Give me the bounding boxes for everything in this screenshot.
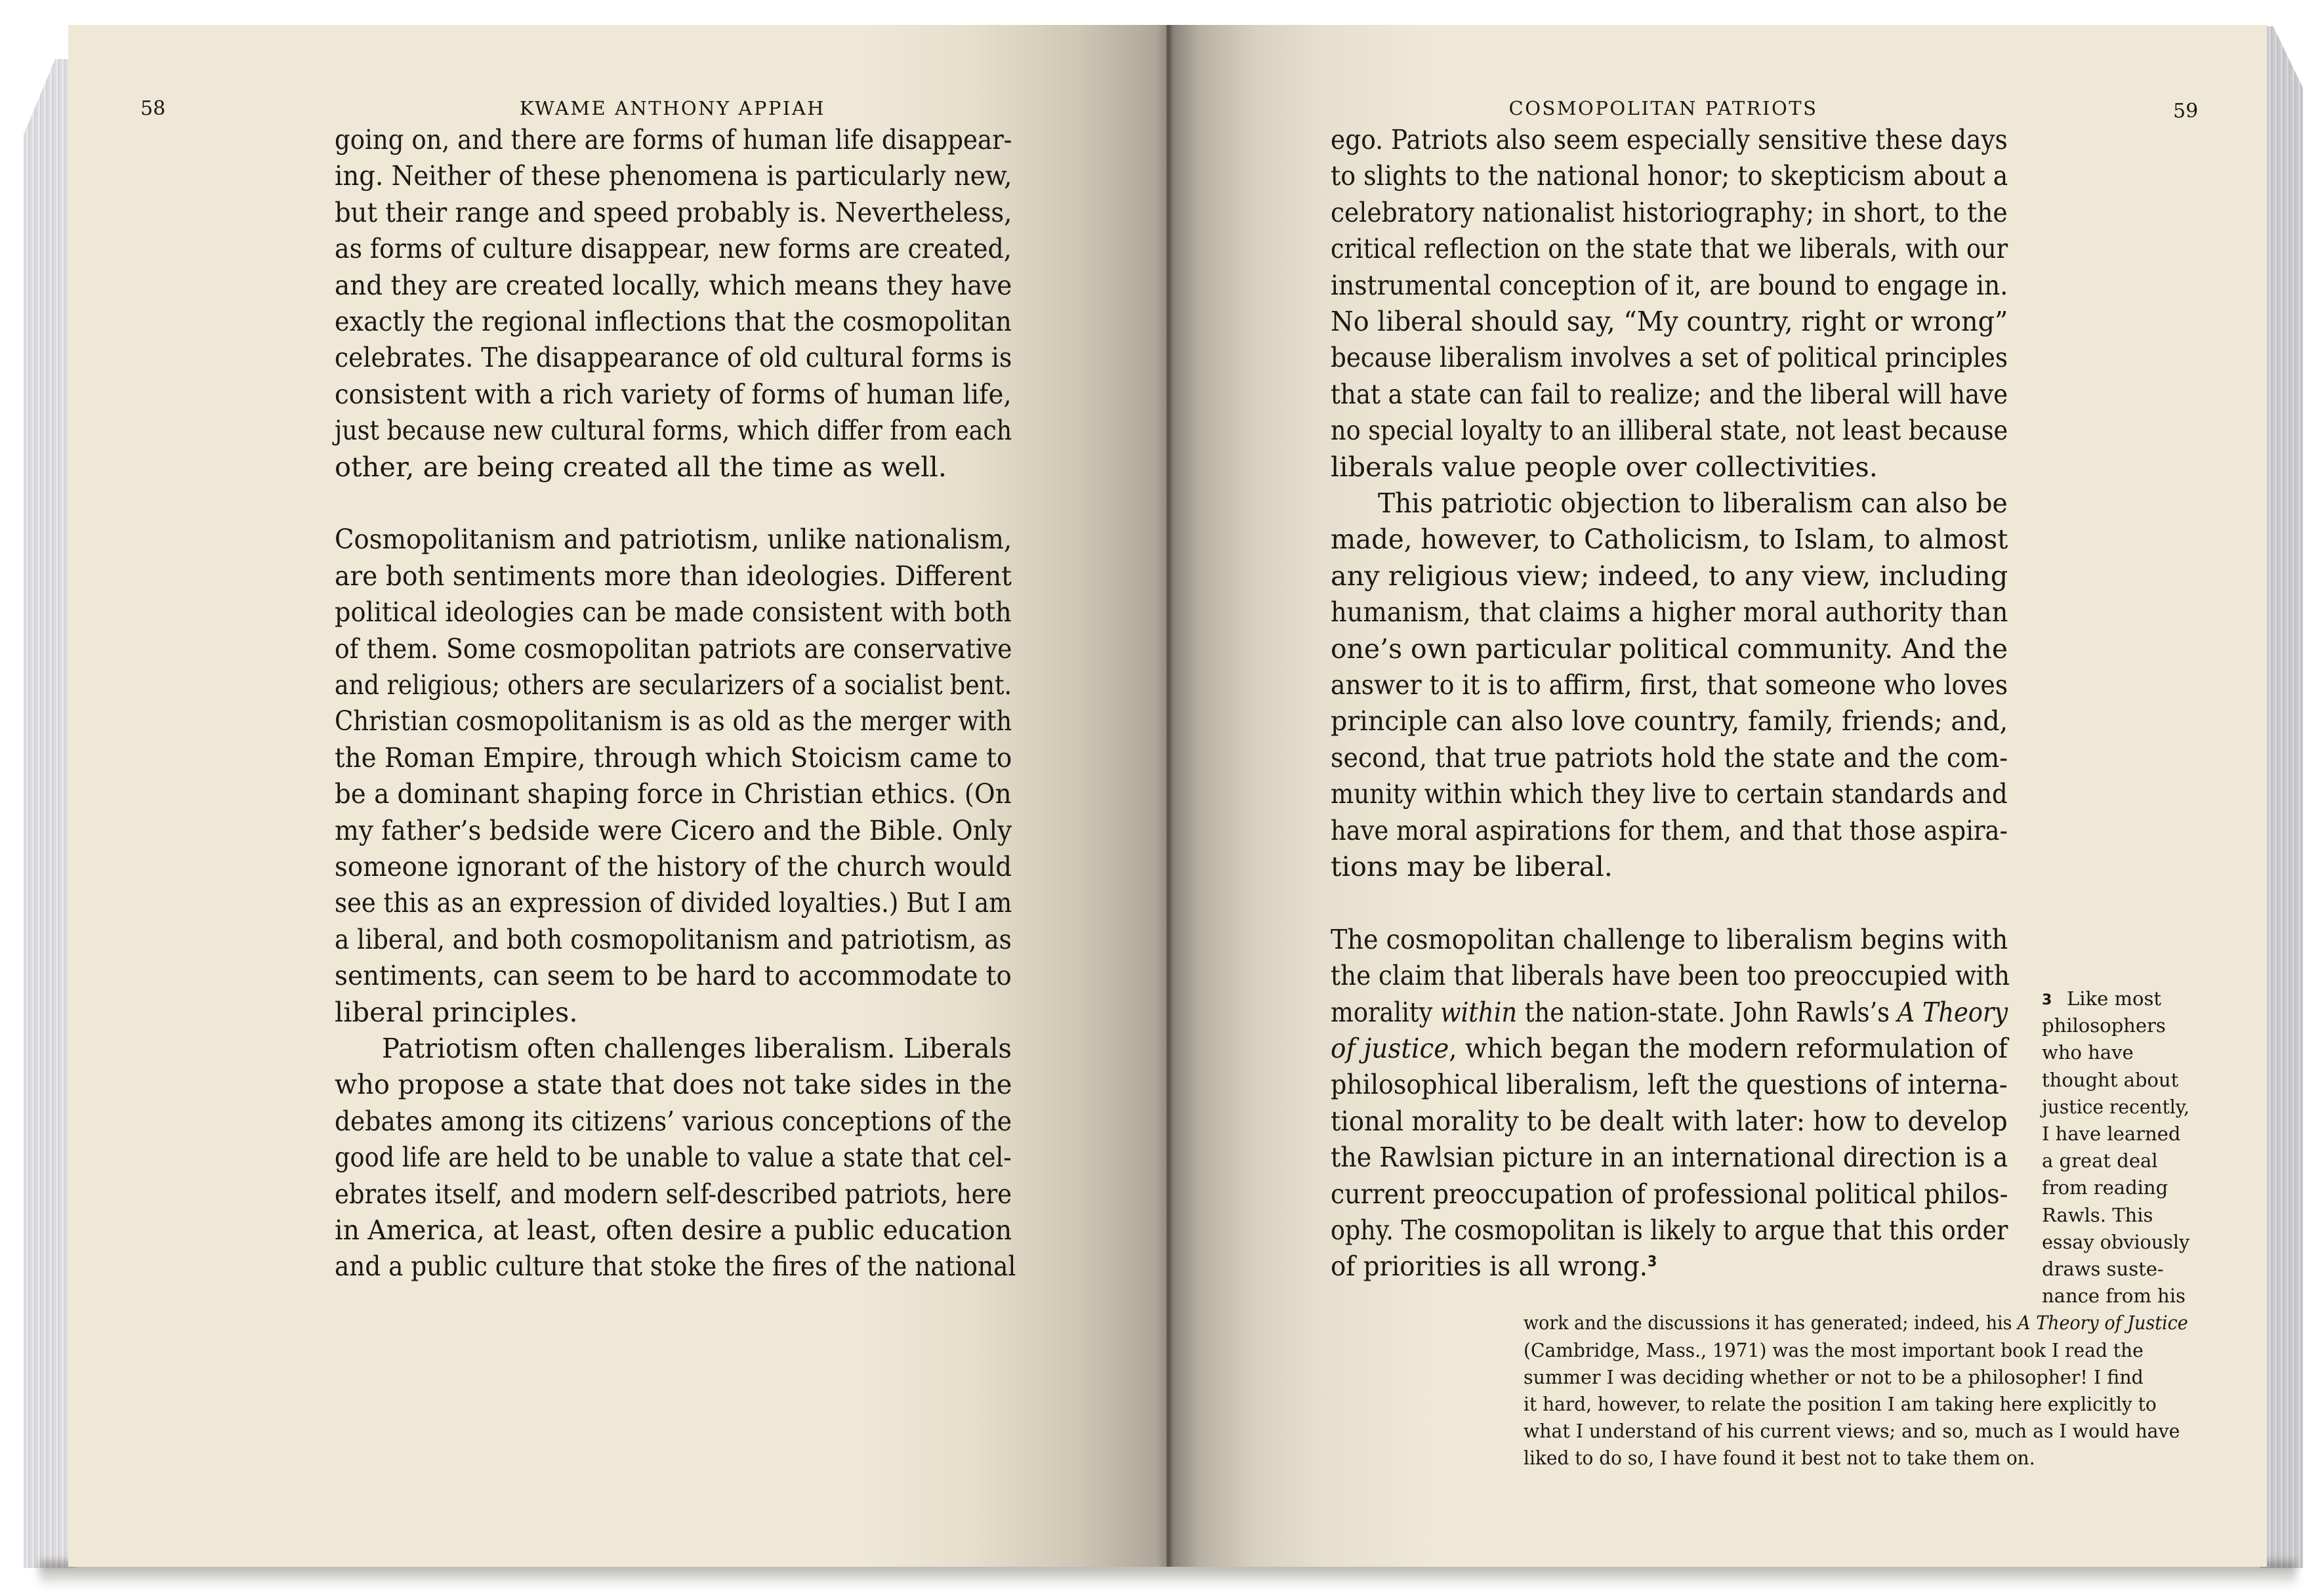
- footnote-line: I have learned: [2042, 1123, 2181, 1145]
- book-gutter: [1167, 25, 1169, 1567]
- page-number-right: 59: [2173, 100, 2199, 123]
- body-line: answer to it is to affirm, first, that someone who loves: [1331, 669, 2008, 701]
- body-line: to slights to the national honor; to skepticism about a: [1331, 159, 2008, 192]
- body-line: because liberalism involves a set of political principles: [1331, 341, 2008, 374]
- footnote-line: from reading: [2042, 1176, 2168, 1199]
- running-head-left: KWAME ANTHONY APPIAH: [519, 97, 826, 119]
- body-line: principle can also love country, family, friends; and,: [1331, 705, 2008, 737]
- body-line: debates among its citizens’ various conceptions of the: [335, 1104, 1012, 1137]
- footnote-line: work and the discussions it has generated; indeed, his A Theory of Justice: [1524, 1312, 2188, 1334]
- body-line: ing. Neither of these phenomena is particularly new,: [335, 159, 1012, 192]
- body-line: political ideologies can be made consistent with both: [335, 596, 1012, 629]
- body-line: critical reflection on the state that we liberals, with our: [1331, 232, 2008, 265]
- body-line: consistent with a rich variety of forms of human life,: [335, 377, 1012, 410]
- body-line: someone ignorant of the history of the church would: [335, 850, 1012, 882]
- body-line: of them. Some cosmopolitan patriots are conservative: [335, 632, 1012, 665]
- running-head-right: COSMOPOLITAN PATRIOTS: [1508, 97, 1818, 119]
- footnote-line: (Cambridge, Mass., 1971) was the most important book I read the: [1524, 1338, 2144, 1361]
- body-line: Christian cosmopolitanism is as old as the merger with: [335, 705, 1012, 737]
- body-line: munity within which they live to certain standards and: [1331, 777, 2008, 810]
- footnote-line: thought about: [2042, 1068, 2179, 1091]
- body-line: exactly the regional inflections that the cosmopolitan: [335, 305, 1012, 337]
- body-line: ophy. The cosmopolitan is likely to argue that this order: [1331, 1214, 2008, 1246]
- footnote-line: nance from his: [2042, 1285, 2186, 1308]
- body-line: are both sentiments more than ideologies. Different: [335, 559, 1012, 592]
- footnote-line: essay obviously: [2042, 1230, 2190, 1253]
- body-line: see this as an expression of divided loyalties.) But I am: [335, 886, 1012, 919]
- body-line: one’s own particular political community. And the: [1331, 632, 2008, 665]
- footnote-line: justice recently,: [2042, 1095, 2189, 1118]
- footnote-line: draws suste-: [2042, 1258, 2164, 1280]
- body-line: humanism, that claims a higher moral authority than: [1331, 596, 2008, 629]
- body-line: celebratory nationalist historiography; in short, to the: [1331, 196, 2008, 228]
- body-line: Patriotism often challenges liberalism. Liberals: [382, 1032, 1012, 1064]
- body-line: my father’s bedside were Cicero and the Bible. Only: [335, 814, 1012, 846]
- body-line: No liberal should say, “My country, right or wrong”: [1331, 305, 2008, 337]
- body-line: as forms of culture disappear, new forms are created,: [335, 232, 1012, 265]
- body-line: and a public culture that stoke the fires of the national: [335, 1250, 1016, 1283]
- body-line: in America, at least, often desire a public education: [335, 1214, 1012, 1246]
- body-line: philosophical liberalism, left the questions of interna-: [1331, 1068, 2008, 1101]
- body-line: of justice, which began the modern reformulation of: [1331, 1032, 2008, 1064]
- body-line: and religious; others are secularizers of a socialist bent.: [335, 669, 1012, 701]
- body-line: tional morality to be dealt with later: how to develop: [1331, 1104, 2008, 1137]
- body-line: celebrates. The disappearance of old cultural forms is: [335, 341, 1012, 374]
- body-line: tions may be liberal.: [1331, 850, 1613, 882]
- body-line: sentiments, can seem to be hard to accommodate to: [335, 959, 1012, 992]
- page-number-left: 58: [140, 97, 166, 120]
- body-line: but their range and speed probably is. Nevertheless,: [335, 196, 1012, 228]
- body-line: have moral aspirations for them, and that those aspira-: [1331, 814, 2008, 846]
- body-line: This patriotic objection to liberalism can also be: [1378, 487, 2008, 519]
- body-line: and they are created locally, which means they have: [335, 268, 1012, 301]
- footnote-reference[interactable]: 3: [1648, 1254, 1657, 1271]
- body-line: that a state can fail to realize; and the liberal will have: [1331, 377, 2008, 410]
- body-line: be a dominant shaping force in Christian ethics. (On: [335, 777, 1012, 810]
- body-line: ego. Patriots also seem especially sensitive these days: [1331, 123, 2008, 155]
- footnote-line: a great deal: [2042, 1149, 2158, 1172]
- body-line: the Roman Empire, through which Stoicism came to: [335, 741, 1012, 774]
- body-line: just because new cultural forms, which differ from each: [335, 414, 1012, 447]
- body-line: going on, and there are forms of human life disappear-: [335, 123, 1012, 155]
- body-line: the Rawlsian picture in an international direction is a: [1331, 1141, 2008, 1174]
- body-line: the claim that liberals have been too preoccupied with: [1331, 959, 2010, 992]
- body-line: current preoccupation of professional political philos-: [1331, 1177, 2008, 1210]
- footnote-line: what I understand of his current views; and so, much as I would have: [1524, 1420, 2180, 1443]
- footnote-line: liked to do so, I have found it best not to take them on.: [1524, 1447, 2035, 1470]
- body-line: morality within the nation-state. John Rawls’s A Theory: [1331, 995, 2008, 1028]
- body-line: any religious view; indeed, to any view, including: [1331, 559, 2008, 592]
- body-line: ebrates itself, and modern self-described patriots, here: [335, 1177, 1012, 1210]
- body-line: made, however, to Catholicism, to Islam, to almost: [1331, 523, 2008, 556]
- body-line-last: of priorities is all wrong.$^3$: [1331, 1250, 1657, 1283]
- footnote-line: who have: [2042, 1041, 2134, 1064]
- footnote-line: Like most: [2067, 987, 2161, 1010]
- body-line: The cosmopolitan challenge to liberalism begins with: [1331, 922, 2008, 955]
- body-line: liberals value people over collectivities.: [1331, 450, 1878, 483]
- footnote-line: Rawls. This: [2042, 1203, 2153, 1226]
- footnote-line: philosophers: [2042, 1014, 2166, 1037]
- body-line: no special loyalty to an illiberal state, not least because: [1331, 414, 2008, 447]
- body-line: who propose a state that does not take sides in the: [335, 1068, 1012, 1101]
- body-line: other, are being created all the time as well.: [335, 450, 947, 483]
- body-line: a liberal, and both cosmopolitanism and patriotism, as: [335, 922, 1012, 955]
- footnote-number: 3: [2042, 992, 2052, 1008]
- body-line: instrumental conception of it, are bound to engage in.: [1331, 268, 2008, 301]
- body-line: good life are held to be unable to value a state that cel-: [335, 1141, 1012, 1174]
- footnote-line: summer I was deciding whether or not to be a philosopher! I find: [1524, 1365, 2144, 1388]
- body-line: liberal principles.: [335, 995, 578, 1028]
- body-line: Cosmopolitanism and patriotism, unlike nationalism,: [335, 523, 1012, 556]
- body-line: second, that true patriots hold the state and the com-: [1331, 741, 2008, 774]
- footnote-line: it hard, however, to relate the position I am taking here explicitly to: [1524, 1393, 2157, 1415]
